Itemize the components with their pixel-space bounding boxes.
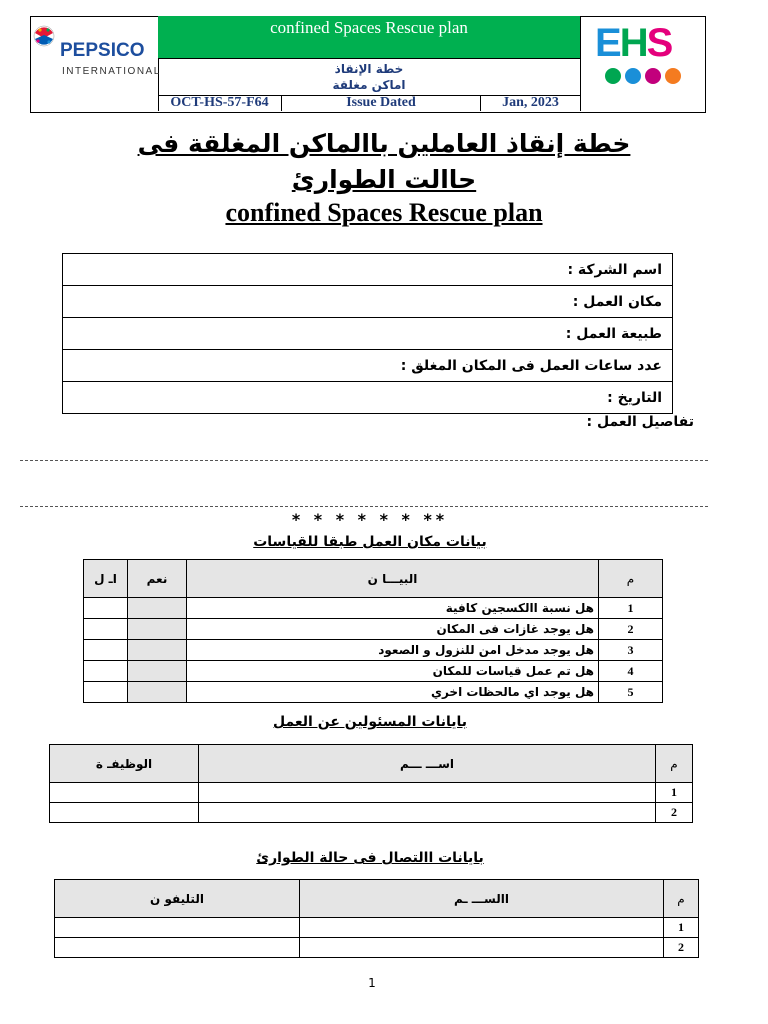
- question-text: هل يوجد اي مالحظات اخري: [187, 682, 599, 703]
- table-row: [55, 938, 699, 958]
- col-statement: البيـــا ن: [187, 560, 599, 598]
- col-num: م: [656, 745, 693, 783]
- question-text: هل نسبة االكسجين كافية: [187, 598, 599, 619]
- table-row: [50, 803, 693, 823]
- title-ar-line1: خطة إنقاذ العاملين باالماكن المغلقة فى: [137, 129, 631, 158]
- responsible-table: [49, 744, 693, 823]
- no-cell[interactable]: [84, 661, 128, 682]
- col-name: االســـ ـم: [300, 880, 664, 918]
- row-num: 2: [664, 938, 699, 958]
- pepsico-sub-text: INTERNATIONAL: [62, 66, 161, 77]
- work-nature-field[interactable]: طبيعة العمل :: [63, 318, 673, 350]
- header-title-ar: [158, 58, 580, 96]
- table-row: [50, 783, 693, 803]
- question-text: هل يوجد غازات فى المكان: [187, 619, 599, 640]
- row-num: 5: [599, 682, 663, 703]
- name-cell[interactable]: [300, 918, 664, 938]
- row-num: 1: [664, 918, 699, 938]
- info-table: [62, 253, 673, 414]
- name-cell[interactable]: [300, 938, 664, 958]
- plus-icon: [665, 68, 681, 84]
- yes-cell[interactable]: [128, 619, 187, 640]
- phone-cell[interactable]: [55, 938, 300, 958]
- section-title-workplace: بيانات مكان العمل طبقا للقياسات: [253, 534, 487, 550]
- emergency-contacts-table: [54, 879, 699, 958]
- header-title-ar-line2: اماكن مغلقة: [332, 78, 406, 92]
- dashed-line: [20, 460, 708, 461]
- yes-cell[interactable]: [128, 682, 187, 703]
- ehs-logo-text: EHS: [595, 21, 672, 65]
- doc-code: OCT-HS-57-F64: [170, 96, 269, 110]
- question-text: هل تم عمل قياسات للمكان: [187, 661, 599, 682]
- col-num: م: [599, 560, 663, 598]
- yes-cell[interactable]: [128, 661, 187, 682]
- no-cell[interactable]: [84, 598, 128, 619]
- ehs-icons: [605, 68, 685, 84]
- table-row: [84, 619, 663, 640]
- yes-cell[interactable]: [128, 598, 187, 619]
- col-job: الوظيفـ ة: [50, 745, 199, 783]
- table-row: [84, 598, 663, 619]
- row-num: 4: [599, 661, 663, 682]
- issue-label: Issue Dated: [346, 96, 416, 110]
- col-yes: نعم: [128, 560, 187, 598]
- no-cell[interactable]: [84, 682, 128, 703]
- name-cell[interactable]: [199, 783, 656, 803]
- company-name-field[interactable]: اسم الشركة :: [63, 254, 673, 286]
- workplace-table: [83, 559, 663, 703]
- header-title-en: confined Spaces Rescue plan: [158, 16, 580, 59]
- dashed-line: [20, 506, 708, 507]
- heart-icon: [625, 68, 641, 84]
- col-phone: التليفو ن: [55, 880, 300, 918]
- leaf-icon: [605, 68, 621, 84]
- date-field[interactable]: التاريخ :: [63, 382, 673, 414]
- row-num: 2: [656, 803, 693, 823]
- question-text: هل يوجد مدخل امن للنزول و الصعود: [187, 640, 599, 661]
- header-title-ar-line1: خطة الإنقاذ: [334, 62, 404, 76]
- row-num: 3: [599, 640, 663, 661]
- table-row: [84, 640, 663, 661]
- section-title-responsible: بايانات المسئولين عن العمل: [273, 714, 467, 730]
- row-num: 1: [656, 783, 693, 803]
- row-num: 2: [599, 619, 663, 640]
- name-cell[interactable]: [199, 803, 656, 823]
- page-number: 1: [368, 976, 376, 990]
- job-cell[interactable]: [50, 803, 199, 823]
- pepsico-brand-text: PEPSICO: [60, 40, 145, 61]
- table-row: [84, 661, 663, 682]
- stars-divider: * * * * * * **: [291, 510, 449, 529]
- title-ar-line2: حاالت الطوارئ: [291, 165, 477, 194]
- pepsico-logo: [30, 16, 159, 111]
- ehs-logo: [580, 16, 705, 111]
- work-hours-field[interactable]: عدد ساعات العمل فى المكان المغلق :: [63, 350, 673, 382]
- table-row: [84, 682, 663, 703]
- col-no: اـ ل: [84, 560, 128, 598]
- shield-icon: [645, 68, 661, 84]
- table-row: [55, 918, 699, 938]
- section-title-emergency: بايانات االتصال فى حالة الطوارئ: [256, 850, 484, 866]
- work-location-field[interactable]: مكان العمل :: [63, 286, 673, 318]
- col-name: اســـ ـــم: [199, 745, 656, 783]
- title-en: confined Spaces Rescue plan: [225, 198, 543, 227]
- work-details-label: تفاصيل العمل :: [586, 414, 694, 430]
- row-num: 1: [599, 598, 663, 619]
- job-cell[interactable]: [50, 783, 199, 803]
- issue-date: Jan, 2023: [502, 96, 559, 110]
- phone-cell[interactable]: [55, 918, 300, 938]
- no-cell[interactable]: [84, 640, 128, 661]
- no-cell[interactable]: [84, 619, 128, 640]
- yes-cell[interactable]: [128, 640, 187, 661]
- col-num: م: [664, 880, 699, 918]
